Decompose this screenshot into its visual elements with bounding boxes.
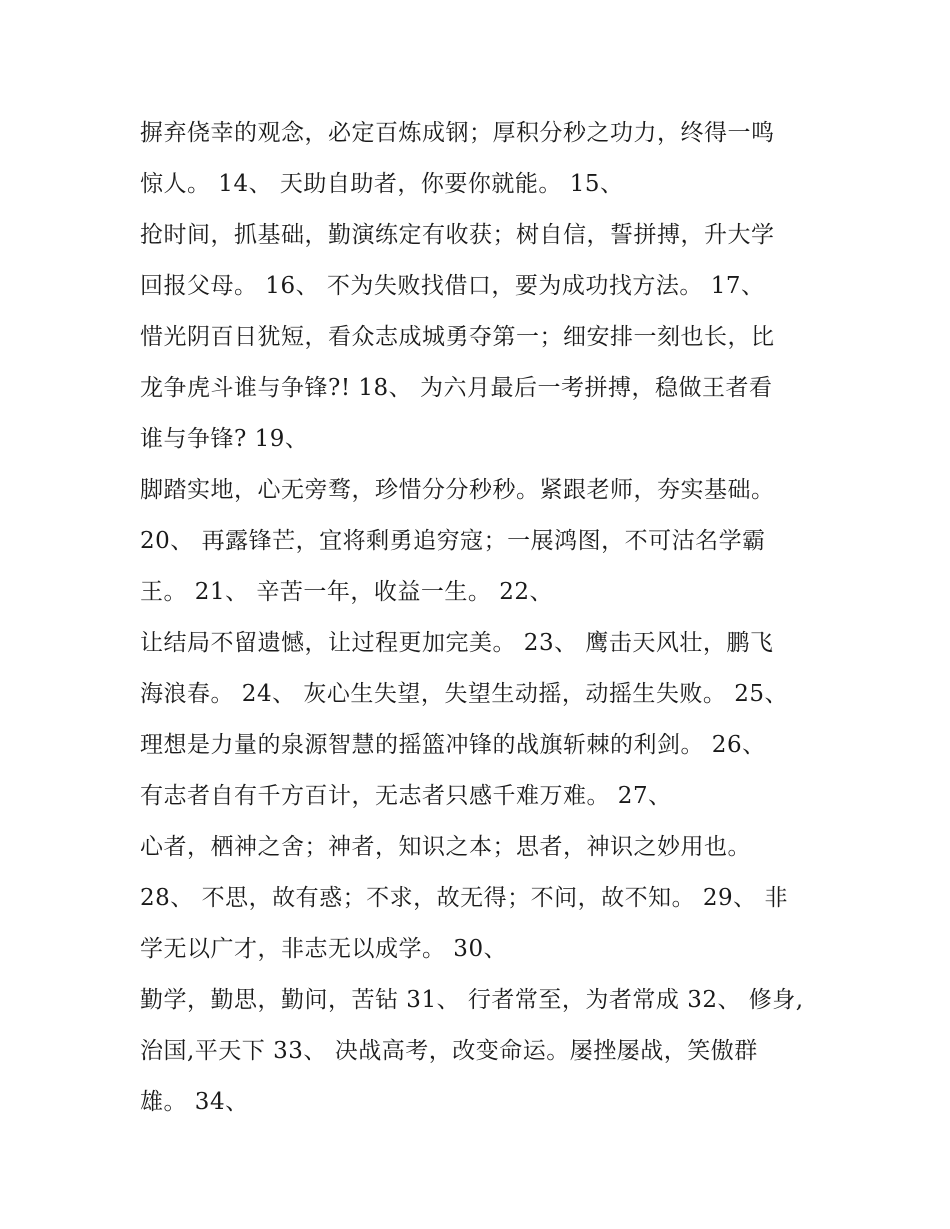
text-line-8: 脚踏实地，心无旁骛，珍惜分分秒秒。紧跟老师，夯实基础。 (140, 477, 775, 503)
text-line-1: 摒弃侥幸的观念，必定百炼成钢；厚积分秒之功力，终得一鸣 (140, 120, 775, 146)
text-line-16: 28、 不思，故有惑；不求，故无得；不问，故不知。 29、 非 (140, 885, 788, 911)
text-line-13: 理想是力量的泉源智慧的摇篮冲锋的战旗斩棘的利剑。 26、 (140, 732, 766, 758)
text-line-3: 抢时间，抓基础，勤演练定有收获；树自信，誓拼搏，升大学 (140, 222, 775, 248)
text-line-9: 20、 再露锋芒，宜将剩勇追穷寇；一展鸿图，不可沽名学霸 (140, 528, 766, 554)
text-line-5: 惜光阴百日犹短，看众志成城勇夺第一；细安排一刻也长，比 (140, 324, 775, 350)
text-line-20: 雄。 34、 (140, 1089, 249, 1115)
text-line-12: 海浪春。 24、 灰心生失望，失望生动摇，动摇生失败。 25、 (140, 681, 788, 707)
text-line-11: 让结局不留遗憾，让过程更加完美。 23、 鹰击天风壮，鹏飞 (140, 630, 774, 656)
text-line-6: 龙争虎斗谁与争锋?! 18、 为六月最后一考拼搏，稳做王者看 (140, 375, 773, 401)
text-line-10: 王。 21、 辛苦一年，收益一生。 22、 (140, 579, 553, 605)
body-text (140, 108, 830, 1128)
text-line-15: 心者，栖神之舍；神者，知识之本；思者，神识之妙用也。 (140, 834, 751, 860)
text-line-14: 有志者自有千方百计，无志者只感千难万难。 27、 (140, 783, 672, 809)
text-line-7: 谁与争锋? 19、 (140, 426, 309, 452)
text-line-18: 勤学，勤思，勤问，苦钻 31、 行者常至，为者常成 32、 修身, (140, 987, 804, 1013)
text-line-17: 学无以广才，非志无以成学。 30、 (140, 936, 508, 962)
text-line-4: 回报父母。 16、 不为失败找借口，要为成功找方法。 17、 (140, 273, 765, 299)
text-line-2: 惊人。 14、 天助自助者，你要你就能。 15、 (140, 171, 624, 197)
text-line-19: 治国,平天下 33、 决战高考，改变命运。屡挫屡战，笑傲群 (140, 1038, 758, 1064)
